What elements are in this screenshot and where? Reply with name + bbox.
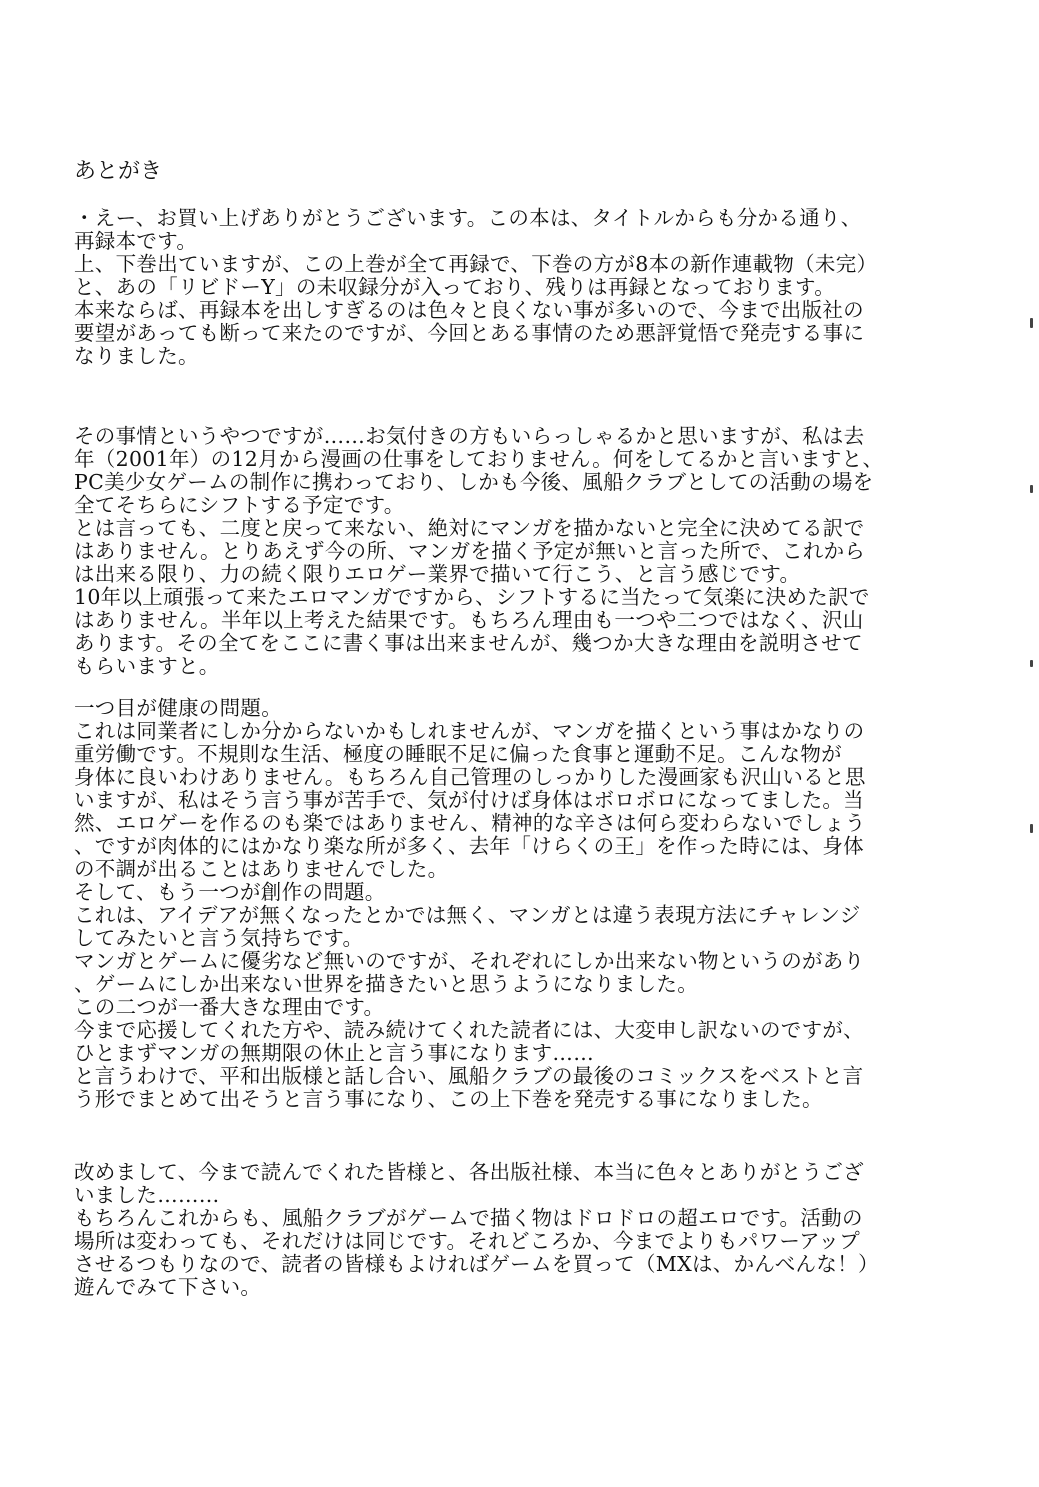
text-line: はありません。半年以上考えた結果です。もちろん理由も一つや二つではなく、沢山 <box>74 608 864 632</box>
text-line: 10年以上頑張って来たエロマンガですから、シフトするに当たって気楽に決めた訳で <box>74 585 870 609</box>
text-line: PC美少女ゲームの制作に携わっており、しかも今後、風船クラブとしての活動の場を <box>74 470 874 494</box>
text-line: と、あの「リビドーY」の未収録分が入っており、残りは再録となっております。 <box>74 275 835 299</box>
text-line: いました……… <box>74 1183 220 1207</box>
scan-mark <box>1030 318 1033 328</box>
text-line: 上、下巻出ていますが、この上巻が全て再録で、下巻の方が8本の新作連載物（未完） <box>74 252 878 276</box>
text-line: 年（2001年）の12月から漫画の仕事をしておりません。何をしてるかと言いますと、 <box>74 447 884 471</box>
paragraph-closing <box>74 1161 1024 1299</box>
paragraph-intro <box>74 207 1024 368</box>
text-line: 、ですが肉体的にはかなり楽な所が多く、去年「けらくの王」を作った時には、身体 <box>74 834 864 858</box>
text-line: なりました。 <box>74 344 199 368</box>
text-line: ひとまずマンガの無期限の休止と言う事になります…… <box>74 1041 594 1065</box>
text-line: は出来る限り、力の続く限りエロゲー業界で描いて行こう、と言う感じです。 <box>74 562 801 586</box>
text-line: してみたいと言う気持ちです。 <box>74 926 364 950</box>
text-line: 、ゲームにしか出来ない世界を描きたいと思うようになりました。 <box>74 972 698 996</box>
text-line: 一つ目が健康の問題。 <box>74 696 282 720</box>
text-line: これは同業者にしか分からないかもしれませんが、マンガを描くという事はかなりの <box>74 719 865 743</box>
text-line: 再録本です。 <box>74 229 198 253</box>
text-line: 身体に良いわけありません。もちろん自己管理のしっかりした漫画家も沢山いると思 <box>74 765 866 789</box>
text-line: ・えー、お買い上げありがとうございます。この本は、タイトルからも分かる通り、 <box>74 206 862 230</box>
text-line: その事情というやつですが……お気付きの方もいらっしゃるかと思いますが、私は去 <box>74 424 865 448</box>
text-line: 然、エロゲーを作るのも楽ではありません、精神的な辛さは何ら変わらないでしょう <box>74 811 866 835</box>
text-line: させるつもりなので、読者の皆様もよければゲームを買って（MXは、かんべんな！） <box>74 1252 879 1276</box>
paragraph-circumstances <box>74 425 1024 678</box>
text-line: 本来ならば、再録本を出しすぎるのは色々と良くない事が多いので、今まで出版社の <box>74 298 864 322</box>
text-line: もらいますと。 <box>74 654 220 678</box>
text-line: 全てそちらにシフトする予定です。 <box>74 493 405 517</box>
text-line: 遊んでみて下さい。 <box>74 1275 262 1299</box>
text-line: と言うわけで、平和出版様と話し合い、風船クラブの最後のコミックスをベストと言 <box>74 1064 864 1088</box>
text-line: う形でまとめて出そうと言う事になり、この上下巻を発売する事になりました。 <box>74 1087 823 1111</box>
text-line: 場所は変わっても、それだけは同じです。それどころか、今までよりもパワーアップ <box>74 1229 861 1253</box>
text-line: とは言っても、二度と戻って来ない、絶対にマンガを描かないと完全に決めてる訳で <box>74 516 865 540</box>
text-line: この二つが一番大きな理由です。 <box>74 995 385 1019</box>
text-line: 今まで応援してくれた方や、読み続けてくれた読者には、大変申し訳ないのですが、 <box>74 1018 864 1042</box>
text-line: あります。その全てをここに書く事は出来ませんが、幾つか大きな理由を説明させて <box>74 631 863 655</box>
text-line: マンガとゲームに優劣など無いのですが、それぞれにしか出来ない物というのがあり <box>74 949 865 973</box>
text-line: これは、アイデアが無くなったとかでは無く、マンガとは違う表現方法にチャレンジ <box>74 903 861 927</box>
text-line: いますが、私はそう言う事が苦手で、気が付けば身体はボロボロになってました。当 <box>74 788 864 812</box>
text-line: 重労働です。不規則な生活、極度の睡眠不足に偏った食事と運動不足。こんな物が <box>74 742 842 766</box>
page-title: あとがき <box>74 159 163 184</box>
text-line: そして、もう一つが創作の問題。 <box>74 880 386 904</box>
text-line: の不調が出ることはありませんでした。 <box>74 857 449 881</box>
paragraph-reasons <box>74 697 1024 1111</box>
text-line: もちろんこれからも、風船クラブがゲームで描く物はドロドロの超エロです。活動の <box>74 1206 863 1230</box>
scan-mark <box>1030 485 1033 493</box>
scan-mark <box>1030 824 1033 833</box>
text-line: はありません。とりあえず今の所、マンガを描く予定が無いと言った所で、これから <box>74 539 866 563</box>
text-line: 改めまして、今まで読んでくれた皆様と、各出版社様、本当に色々とありがとうござ <box>74 1160 864 1184</box>
text-line: 要望があっても断って来たのですが、今回とある事情のため悪評覚悟で発売する事に <box>74 321 865 345</box>
scan-mark <box>1030 660 1033 667</box>
